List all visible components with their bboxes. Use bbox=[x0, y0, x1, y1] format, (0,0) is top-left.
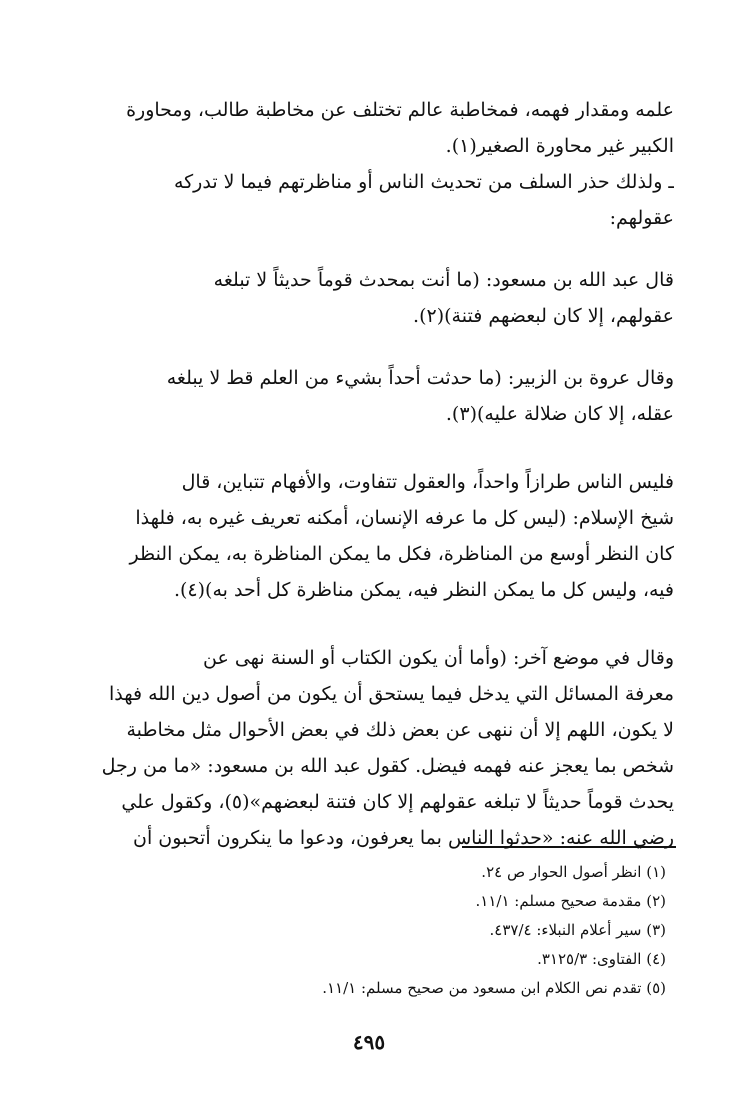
text-line: لا يكون، اللهم إلا أن ننهى عن بعض ذلك في بعض الأحوال مثل مخاطبة bbox=[126, 719, 674, 741]
text-line: وقال في موضع آخر: (وأما أن يكون الكتاب أو السنة نهى عن bbox=[202, 647, 674, 669]
text-line: يحدث قوماً حديثاً لا تبلغه عقولهم إلا كان فتنة لبعضهم»(٥)، وكقول علي bbox=[121, 791, 674, 813]
footnote-5: (٥) تقدم نص الكلام ابن مسعود من صحيح مسلم: ١١/١. bbox=[322, 979, 666, 997]
footnote-4: (٤) الفتاوى: ٣١٢٥/٣. bbox=[537, 950, 666, 968]
footnote-3: (٣) سير أعلام النبلاء: ٤٣٧/٤. bbox=[489, 921, 666, 939]
text-line: قال عبد الله بن مسعود: (ما أنت بمحدث قوماً حديثاً لا تبلغه bbox=[213, 269, 674, 291]
footnote-1: (١) انظر أصول الحوار ص ٢٤. bbox=[481, 863, 666, 881]
text-line: فيه، وليس كل ما يمكن النظر فيه، يمكن مناظرة كل أحد به)(٤). bbox=[173, 579, 674, 601]
text-line: عقله، إلا كان ضلالة عليه)(٣). bbox=[445, 403, 674, 425]
text-line: رضي الله عنه: «حدثوا الناس بما يعرفون، ودعوا ما ينكرون أتحبون أن bbox=[133, 827, 674, 849]
text-line: وقال عروة بن الزبير: (ما حدثت أحداً بشيء من العلم قط لا يبلغه bbox=[166, 367, 674, 389]
text-line: فليس الناس طرازاً واحداً، والعقول تتفاوت، والأفهام تتباين، قال bbox=[181, 471, 674, 493]
text-line: عقولهم، إلا كان لبعضهم فتنة)(٢). bbox=[413, 305, 674, 327]
footnote-2: (٢) مقدمة صحيح مسلم: ١١/١. bbox=[475, 892, 666, 910]
footnotes bbox=[62, 858, 674, 1003]
text-line: عقولهم: bbox=[609, 207, 674, 229]
text-line: كان النظر أوسع من المناظرة، فكل ما يمكن المناظرة به، يمكن النظر bbox=[129, 543, 674, 565]
text-line: ـ ولذلك حذر السلف من تحديث الناس أو مناظرتهم فيما لا تدركه bbox=[173, 171, 674, 193]
footnote-divider bbox=[462, 846, 676, 848]
text-line: معرفة المسائل التي يدخل فيما يستحق أن يكون من أصول دين الله فهذا bbox=[108, 683, 674, 705]
main-text bbox=[62, 92, 674, 856]
page-number: ٤٩٥ bbox=[352, 1030, 386, 1054]
text-line: شخص بما يعجز عنه فهمه فيضل. كقول عبد الله بن مسعود: «ما من رجل bbox=[101, 755, 674, 777]
text-line: علمه ومقدار فهمه، فمخاطبة عالم تختلف عن مخاطبة طالب، ومحاورة bbox=[126, 99, 674, 121]
text-line: الكبير غير محاورة الصغير(١). bbox=[445, 135, 674, 157]
text-line: شيخ الإسلام: (ليس كل ما عرفه الإنسان، أمكنه تعريف غيره به، فلهذا bbox=[135, 507, 674, 529]
